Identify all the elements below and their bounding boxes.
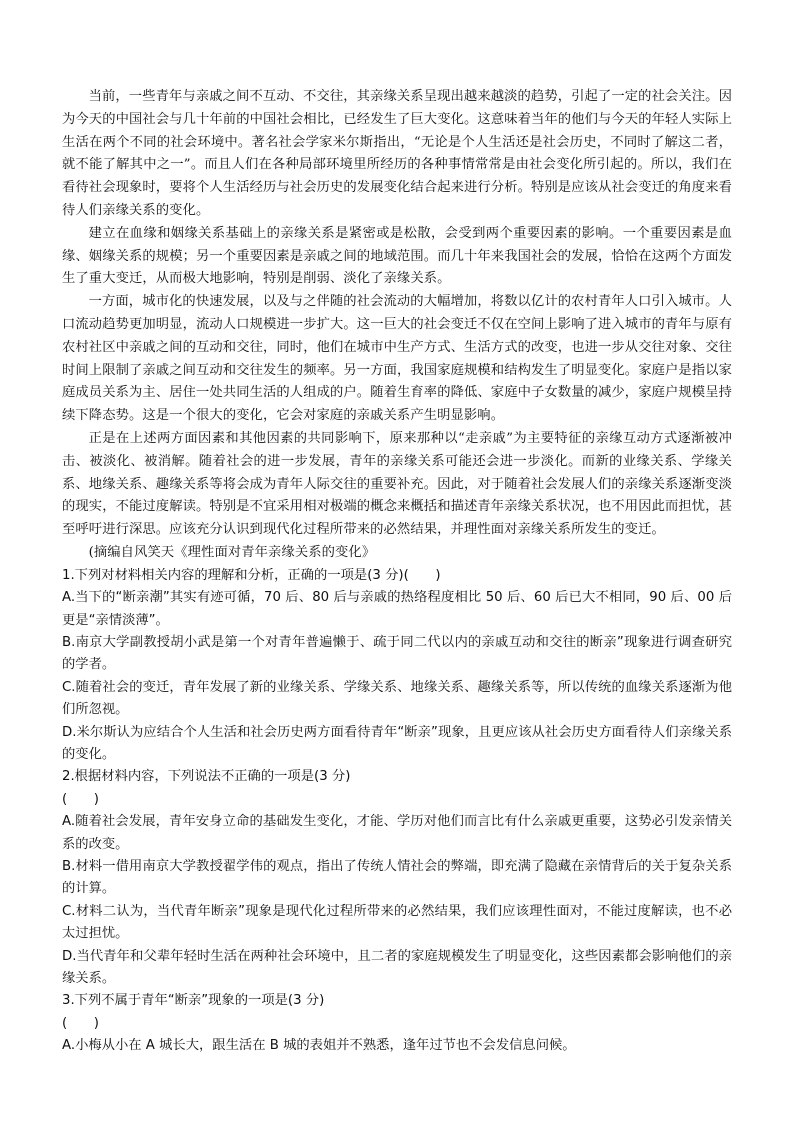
option-b: B.南京大学副教授胡小武是第一个对青年普遍懒于、疏于同二代以内的亲戚互动和交往的断亲”现象进行调查研究的学者。	[62, 634, 732, 673]
passage-paragraph: 正是在上述两方面因素和其他因素的共同影响下，原来那种以“走亲戚”为主要特征的亲缘互动方式逐渐被冲击、被淡化、被消解。随着社会的进一步发展，青年的亲缘关系可能还会进一步淡化。而新的业缘关系、学缘关系、地缘关系、趣缘关系等将会成为青年人际交往的重要补充。因此，对于随着社会发展人们的亲缘关系逐渐变淡的现实，不能过度解读。特别是不宜采用相对极端的概念来概括和描述青年亲缘关系状况，也不用因此而担忧，甚至呼吁进行深思。应该充分认识到现代化过程所带来的必然结果，并理性面对亲缘关系所发生的变迁。	[62, 430, 732, 538]
option-b: B.材料一借用南京大学教授翟学伟的观点，指出了传统人情社会的弊端，即充满了隐藏在亲情背后的关于复杂关系的计算。	[62, 859, 732, 897]
passage-paragraph: 建立在血缘和姻缘关系基础上的亲缘关系是紧密或是松散，会受到两个重要因素的影响。一个重要因素是血缘、姻缘关系的规模；另一个重要因素是亲戚之间的地域范围。而几十年来我国社会的发展，恰恰在这两个方面发生了重大变迁，从而极大地影响，特别是削弱、淡化了亲缘关系。	[62, 225, 732, 287]
option-c: C.材料二认为，当代青年断亲”现象是现代化过程所带来的必然结果，我们应该理性面对，不能过度解读，也不必太过担忧。	[62, 903, 732, 942]
question-3	[62, 990, 732, 1057]
answer-blank: ( )	[62, 791, 99, 807]
question-1	[62, 565, 732, 767]
option-d: D.米尔斯认为应结合个人生活和社会历史两方面看待青年“断亲”现象，且更应该从社会历史方面看待人们亲缘关系的变化。	[62, 724, 732, 762]
option-a: A.小梅从小在 A 城长大，跟生活在 B 城的表姐并不熟悉，逢年过节也不会发信息问候。	[62, 1038, 576, 1054]
question-stem: 2.根据材料内容，下列说法不正确的一项是(3 分)	[62, 769, 351, 785]
question-list	[62, 565, 732, 1058]
option-c: C.随着社会的变迁，青年发展了新的业缘关系、学缘关系、地缘关系、趣缘关系等，所以传统的血缘关系逐渐为他们所忽视。	[62, 679, 732, 718]
reading-passage	[62, 86, 732, 565]
option-a: A.当下的“断亲潮”其实有迹可循，70 后、80 后与亲戚的热络程度相比 50 后、60 后已大不相同，90 后、00 后更是“亲情淡薄”。	[62, 590, 732, 628]
passage-paragraph: 一方面，城市化的快速发展，以及与之伴随的社会流动的大幅增加，将数以亿计的农村青年人口引入城市。人口流动趋势更加明显，流动人口规模进一步扩大。这一巨大的社会变迁不仅在空间上影响了进入城市的青年与原有农村社区中亲戚之间的互动和交往，同时，他们在城市中生产方式、生活方式的改变，也进一步从交往对象、交往时间上限制了亲戚之间互动和交往发生的频率。另一方面，我国家庭规模和结构发生了明显变化。家庭户是指以家庭成员关系为主、居住一处共同生活的人组成的户。随着生育率的降低、家庭中子女数量的减少，家庭户规模呈持续下降态势。这是一个很大的变化，它会对家庭的亲戚关系产生明显影响。	[62, 294, 732, 424]
passage-source: (摘编自风笑天《理性面对青年亲缘关系的变化》	[88, 544, 376, 560]
answer-blank: ( )	[62, 1015, 99, 1031]
question-stem: 3.下列不属于青年“断亲”现象的一项是(3 分)	[62, 993, 325, 1009]
question-stem: 1.下列对材料相关内容的理解和分析，正确的一项是(3 分)( )	[62, 567, 441, 583]
question-2	[62, 766, 732, 990]
passage-paragraph: 当前，一些青年与亲戚之间不互动、不交往，其亲缘关系呈现出越来越淡的趋势，引起了一定的社会关注。因为今天的中国社会与几十年前的中国社会相比，已经发生了巨大变化。这意味着当年的他们与今天的年轻人实际上生活在两个不同的社会环境中。著名社会学家米尔斯指出，“无论是个人生活还是社会历史，不同时了解这二者，就不能了解其中之一”。而且人们在各种局部环境里所经历的各种事情常常是由社会变化所引起的。所以，我们在看待社会现象时，要将个人生活经历与社会历史的发展变化结合起来进行分析。特别是应该从社会变迁的角度来看待人们亲缘关系的变化。	[62, 89, 732, 218]
option-d: D.当代青年和父辈年轻时生活在两种社会环境中，且二者的家庭规模发生了明显变化，这些因素都会影响他们的亲缘关系。	[62, 948, 732, 987]
option-a: A.随着社会发展，青年安身立命的基础发生变化，才能、学历对他们而言比有什么亲戚更重要，这势必引发亲情关系的改变。	[62, 814, 732, 852]
